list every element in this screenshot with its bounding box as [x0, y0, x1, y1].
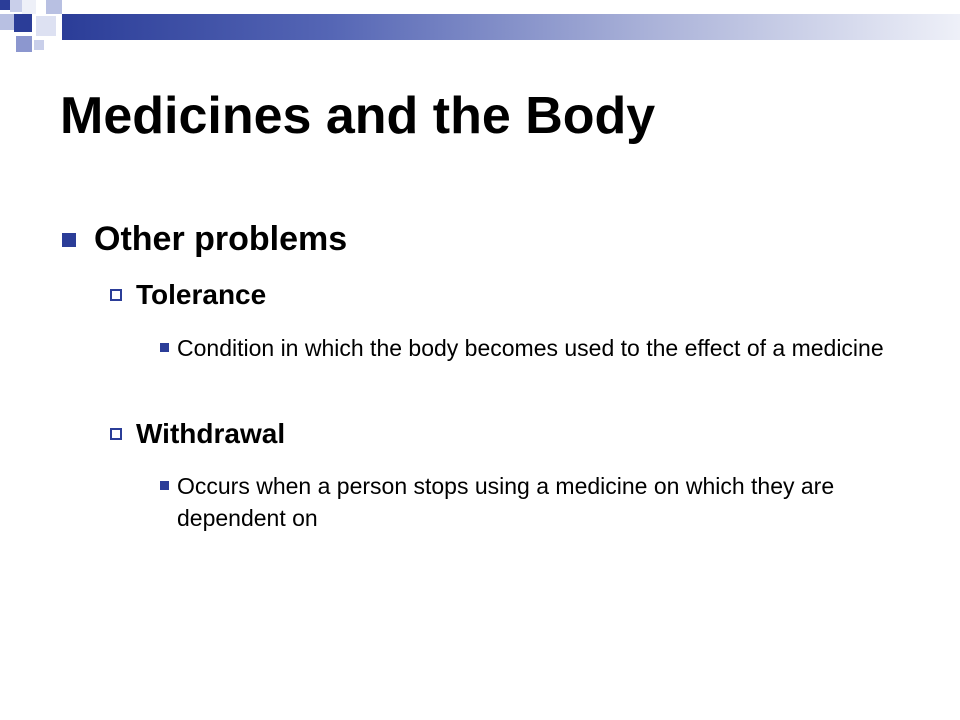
- decorative-square: [46, 0, 62, 14]
- decorative-square: [14, 14, 32, 32]
- bullet-text: Occurs when a person stops using a medicine on which they are dependent on: [177, 473, 835, 532]
- bullet-text: Tolerance: [136, 279, 267, 310]
- small-square-bullet-icon: [160, 343, 169, 352]
- hollow-square-bullet-icon: [110, 289, 122, 301]
- decorative-square: [16, 36, 32, 52]
- bullet-level3: [160, 470, 890, 534]
- decorative-square: [22, 0, 36, 14]
- bullet-level2: [110, 418, 285, 450]
- small-square-bullet-icon: [160, 481, 169, 490]
- decorative-square: [34, 40, 44, 50]
- bullet-text: Condition in which the body becomes used to the effect of a medicine: [177, 335, 884, 361]
- decorative-square: [0, 14, 14, 30]
- bullet-text: Other problems: [94, 220, 348, 258]
- slide-title: Medicines and the Body: [60, 87, 656, 145]
- decorative-square: [10, 0, 22, 12]
- decorative-square: [36, 16, 56, 36]
- decorative-square: [0, 0, 10, 10]
- bullet-level3: [160, 332, 890, 364]
- square-bullet-icon: [62, 233, 76, 247]
- header-band: [62, 14, 960, 40]
- hollow-square-bullet-icon: [110, 428, 122, 440]
- bullet-level1: [62, 220, 347, 259]
- bullet-text: Withdrawal: [136, 418, 286, 449]
- bullet-level2: [110, 279, 266, 311]
